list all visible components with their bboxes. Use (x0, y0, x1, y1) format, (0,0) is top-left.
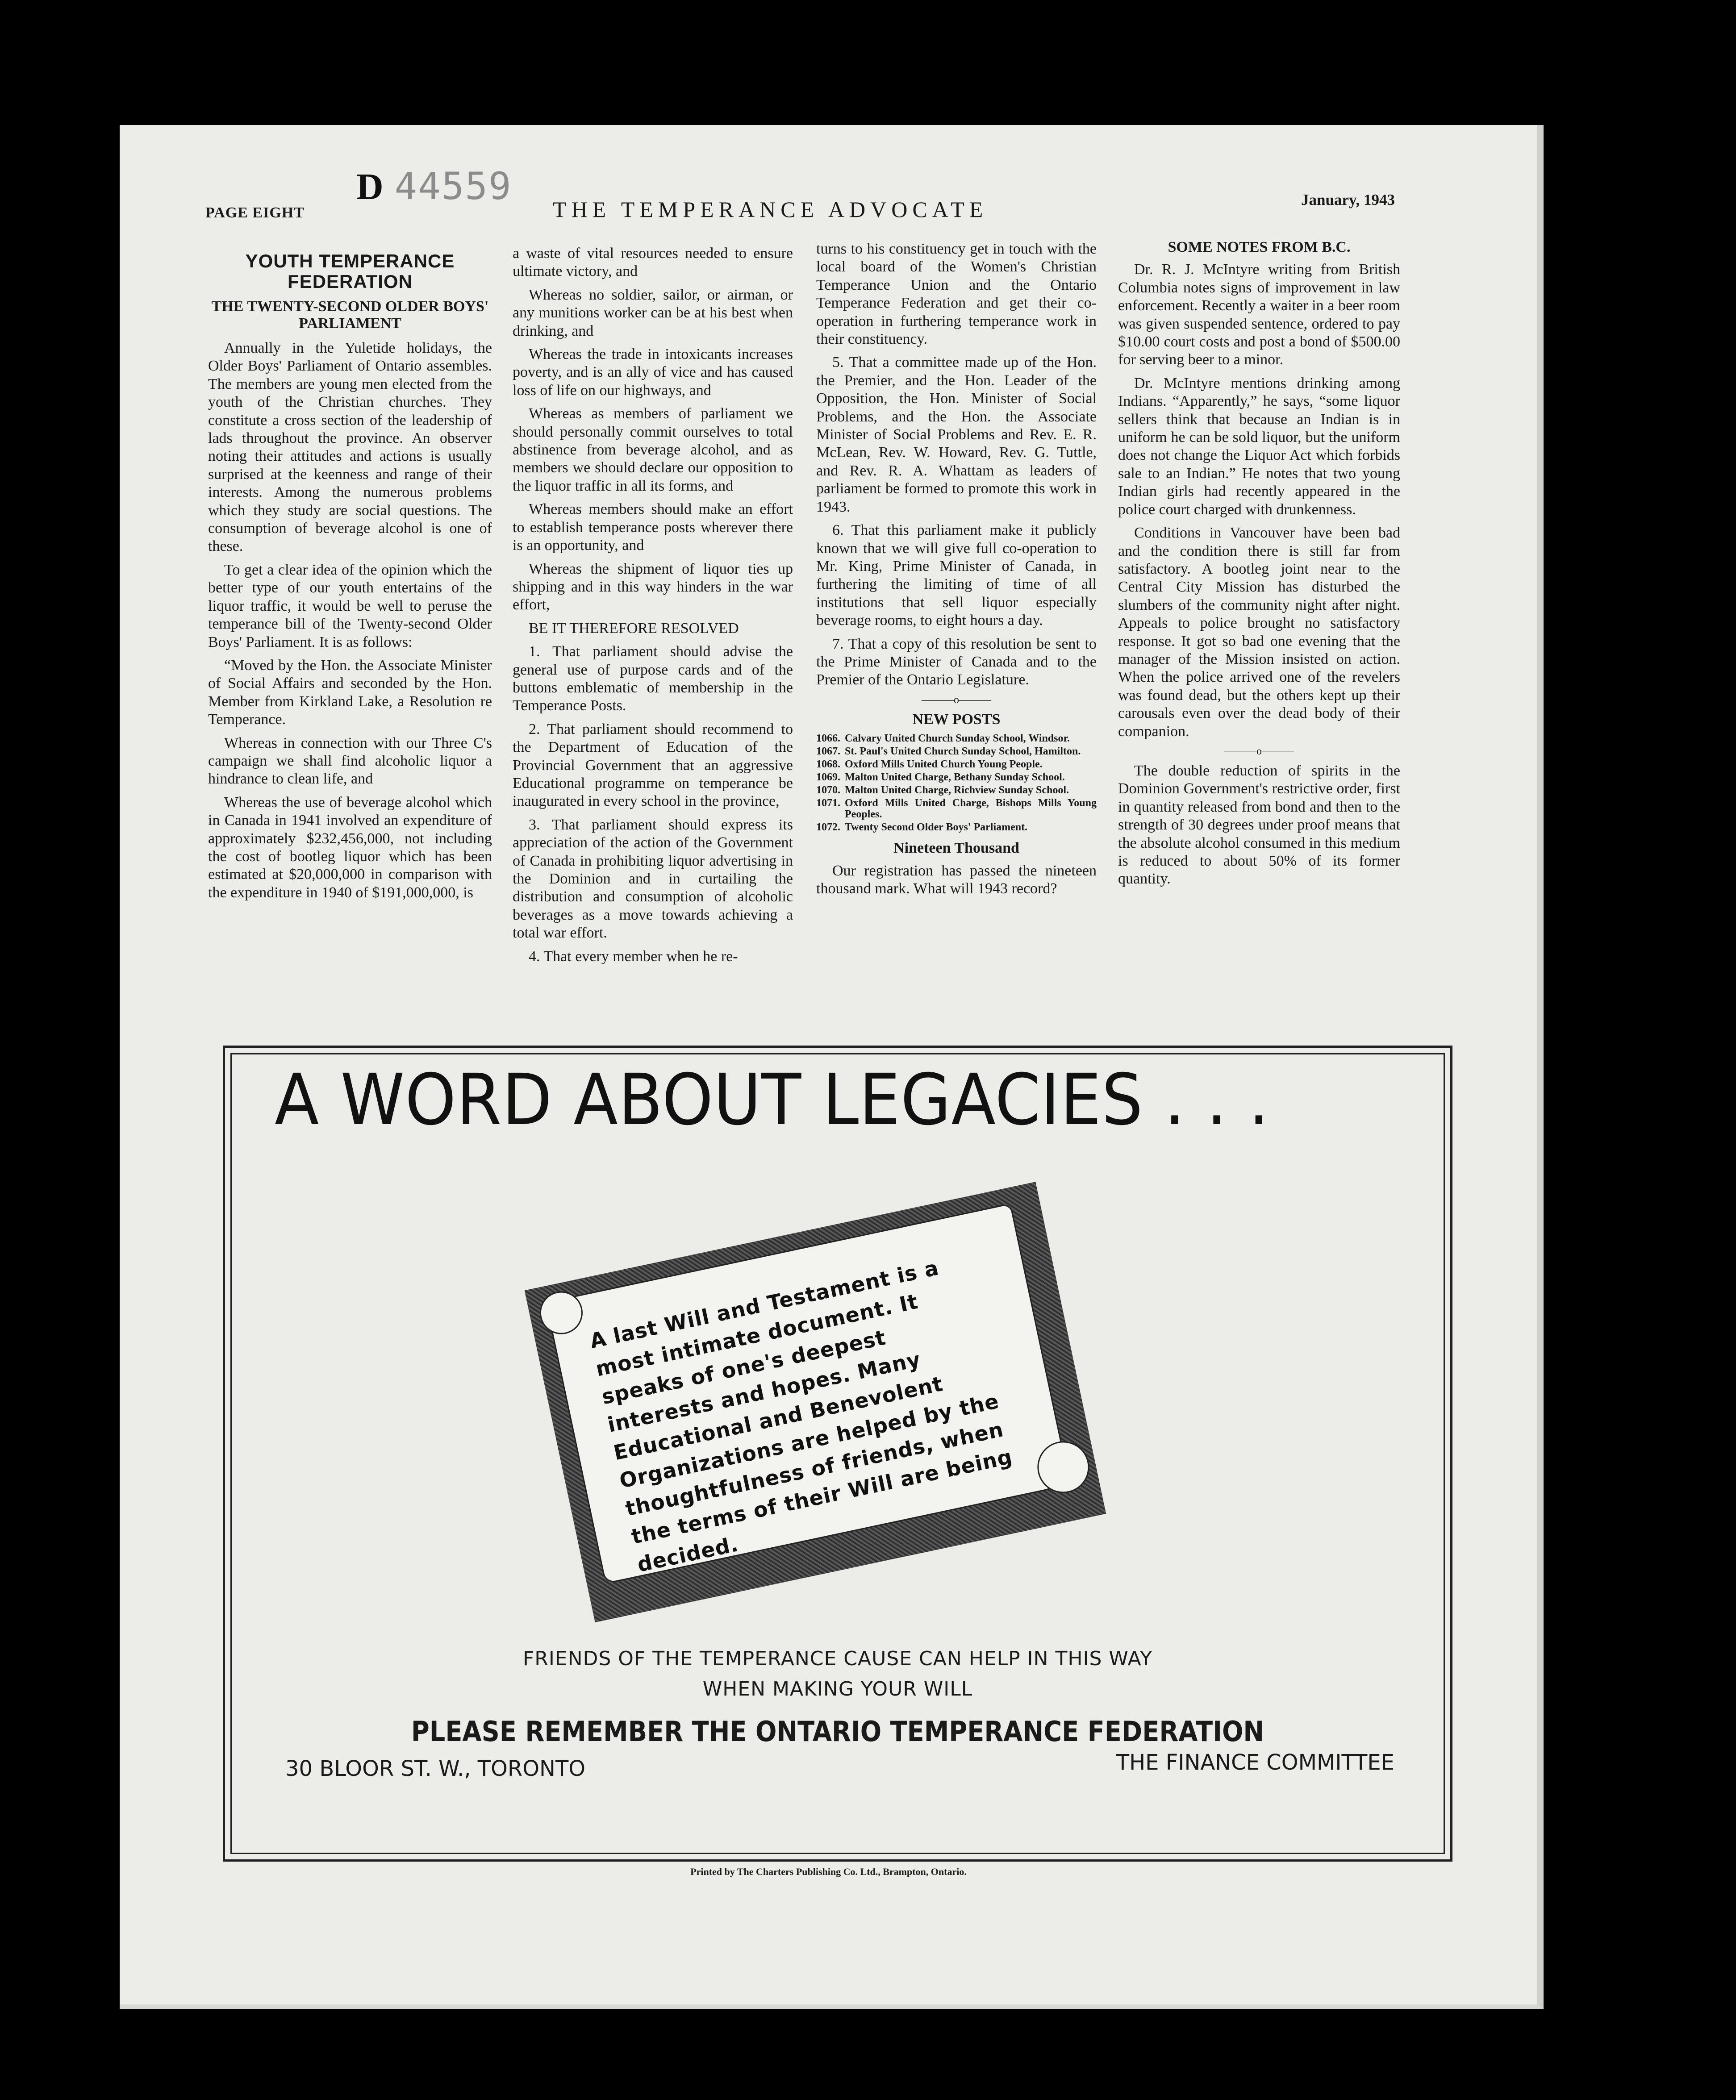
paragraph: Whereas as members of parliament we should personally commit ourselves to total abstinence from beverage alcohol, and as members we should declare our opposition to the liquor traffic in all its forms, and (513, 405, 793, 494)
masthead: THE TEMPERANCE ADVOCATE (553, 197, 988, 222)
scroll-illustration (514, 1172, 1110, 1624)
article-heading: YOUTH TEMPERANCE FEDERATION (245, 250, 455, 292)
ad-line-friends: FRIENDS OF THE TEMPERANCE CAUSE CAN HELP IN THIS WAY (522, 1647, 1153, 1670)
archive-stamp (356, 164, 512, 208)
list-item (816, 785, 1097, 796)
post-name: Malton United Charge, Richview Sunday School. (845, 784, 1069, 796)
paragraph: 6. That this parliament make it publicly known that we will give full co-operation to Mr. King, Prime Minister of Canada, in furthering the limiting of time of all institutions that sell liquor especially beverage rooms, to eight hours a day. (816, 522, 1097, 629)
paragraph: BE IT THEREFORE RESOLVED (529, 620, 739, 637)
paragraph: Whereas the trade in intoxicants increases poverty, and is an ally of vice and has caused loss of life on our highways, and (513, 346, 793, 399)
post-number: 1070. (816, 784, 840, 796)
list-item (816, 759, 1097, 770)
post-number: 1069. (816, 771, 840, 783)
new-posts-list (816, 733, 1097, 833)
legacies-advertisement (223, 1046, 1452, 1862)
paragraph: “Moved by the Hon. the Associate Minister of Social Affairs and seconded by the Hon. Member from Kirkland Lake, a Resolution re Temperance. (208, 657, 492, 728)
post-number: 1071. (816, 797, 840, 809)
nineteen-thousand-heading: Nineteen Thousand (893, 840, 1019, 857)
ad-title: A WORD ABOUT LEGACIES . . . (275, 1059, 1270, 1141)
column-1 (208, 246, 492, 907)
ad-line-remember: PLEASE REMEMBER THE ONTARIO TEMPERANCE FEDERATION (411, 1715, 1264, 1748)
post-name: Twenty Second Older Boys' Parliament. (845, 821, 1028, 833)
separator: ———o——— (1224, 745, 1294, 757)
paragraph: 1. That parliament should advise the general use of purpose cards and of the buttons emblematic of membership in the Temperance Posts. (513, 643, 793, 714)
paragraph: Dr. McIntyre mentions drinking among Indians. “Apparently,” he says, “some liquor sellers think that because an Indian is in uniform he can be sold liquor, but the uniform does not change the Liquor Act which forbids sale to an Indian.” He notes that two young Indian girls had recently appeared in the police court charged with drunkenness. (1118, 375, 1400, 518)
post-number: 1067. (816, 746, 840, 758)
paragraph: To get a clear idea of the opinion which the better type of our youth entertains of the liquor traffic, it would be well to peruse the temperance bill of the Twenty-second Older Boys' Parliament. It is as follows: (208, 561, 492, 650)
paragraph: turns to his constituency get in touch with the local board of the Women's Christian Temperance Union and the Ontario Temperance Federation and get their co-operation in furthering temperance work in their constituency. (816, 241, 1097, 348)
list-item (816, 746, 1097, 757)
paragraph: 2. That parliament should recommend to the Department of Education of the Provincial Government that an aggressive Educational programme on temperance be inaugurated in every school in the province, (513, 721, 793, 810)
stamp-letter: D (356, 166, 384, 208)
post-name: Malton United Charge, Bethany Sunday School. (845, 771, 1065, 783)
separator: ———o——— (922, 694, 991, 706)
list-item (816, 772, 1097, 783)
post-number: 1072. (816, 821, 840, 833)
list-item (816, 733, 1097, 744)
paragraph: 4. That every member when he re- (529, 948, 738, 965)
list-item (816, 798, 1097, 820)
post-name: Calvary United Church Sunday School, Windsor. (845, 733, 1070, 745)
scroll-text: A last Will and Testament is a most intimate document. It speaks of one's deepest interests and hopes. Many Educational and Benevolent Organizations are helped by the thoughtfulness of friends, when the terms of their Will are being decided. (588, 1255, 1015, 1577)
ad-committee: THE FINANCE COMMITTEE (1116, 1750, 1394, 1775)
post-number: 1066. (816, 733, 840, 745)
bc-notes-heading: SOME NOTES FROM B.C. (1168, 239, 1351, 255)
paragraph: Annually in the Yuletide holidays, the Older Boys' Parliament of Ontario assembles. The members are young men elected from the youth of the Christian churches. They constitute a cross section of the leadership of lads throughout the province. An observer noting their attitudes and actions is usually surprised at the keenness and range of their interests. Among the numerous problems which they study are social questions. The consumption of beverage alcohol is one of these. (208, 340, 492, 555)
post-name: Oxford Mills United Charge, Bishops Mills Young Peoples. (845, 797, 1097, 821)
printer-credit: Printed by The Charters Publishing Co. Ltd., Brampton, Ontario. (690, 1866, 967, 1877)
paragraph: Our registration has passed the nineteen thousand mark. What will 1943 record? (816, 862, 1097, 897)
column-2 (513, 245, 793, 971)
issue-date: January, 1943 (1301, 191, 1395, 208)
ad-inner-border (230, 1053, 1445, 1854)
paragraph: Whereas members should make an effort to establish temperance posts wherever there is an opportunity, and (513, 501, 793, 554)
column-4 (1118, 236, 1400, 894)
paragraph: Whereas no soldier, sailor, or airman, or any munitions worker can be at his best when drinking, and (513, 286, 793, 339)
list-item (816, 822, 1097, 833)
paragraph: Conditions in Vancouver have been bad and the condition there is still far from satisfactory. A bootleg joint near to the Central City Mission has disturbed the slumbers of the community night after night. Appeals to police brought no satisfactory response. It got so bad one evening that the manager of the Mission insisted on action. When the police arrived one of the revelers was found dead, but the others kept up their carousals even over the dead body of their companion. (1118, 525, 1400, 740)
article-subheading: THE TWENTY-SECOND OLDER BOYS' PARLIAMENT (211, 298, 489, 332)
paragraph: 3. That parliament should express its appreciation of the action of the Government of Canada in prohibiting liquor advertising in the Dominion and in curtailing the distribution and consumption of alcoholic beverages as a move towards achieving a total war effort. (513, 816, 793, 942)
page-label: PAGE EIGHT (205, 204, 305, 221)
paragraph: Whereas the shipment of liquor ties up shipping and in this way hinders in the war effort, (513, 560, 793, 613)
newspaper-page (120, 125, 1544, 2009)
stamp-number: 44559 (394, 164, 512, 208)
ad-line-will: WHEN MAKING YOUR WILL (702, 1678, 973, 1700)
post-number: 1068. (816, 758, 840, 771)
new-posts-heading: NEW POSTS (912, 711, 1001, 728)
ad-address: 30 BLOOR ST. W., TORONTO (285, 1756, 586, 1781)
paragraph: 7. That a copy of this resolution be sent to the Prime Minister of Canada and to the Premier of the Ontario Legislature. (816, 635, 1097, 688)
paragraph: Whereas the use of beverage alcohol which in Canada in 1941 involved an expenditure of approximately $232,456,000, not including the cost of bootleg liquor which has been estimated at $20,000,000 in comparison with the expenditure in 1940 of $191,000,000, is (208, 794, 492, 901)
paragraph: Dr. R. J. McIntyre writing from British Columbia notes signs of improvement in law enforcement. Recently a waiter in a beer room was given suspended sentence, ordered to pay $10.00 court costs and post a bond of $500.00 for serving beer to a minor. (1118, 261, 1400, 368)
post-name: Oxford Mills United Church Young People. (845, 758, 1043, 771)
paragraph: The double reduction of spirits in the Dominion Government's restrictive order, first in quantity released from bond and then to the strength of 30 degrees under proof means that the absolute alcohol consumed in this medium is reduced to about 50% of its former quantity. (1118, 762, 1400, 888)
paragraph: 5. That a committee made up of the Hon. the Premier, and the Hon. Leader of the Opposition, the Hon. Minister of Social Problems, and the Hon. the Associate Minister of Social Problems and Rev. E. R. McLean, Rev. W. Howard, Rev. G. Tuttle, and Rev. R. A. Whattam as leaders of parliament be formed to promote this work in 1943. (816, 354, 1097, 515)
paragraph: Whereas in connection with our Three C's campaign we shall find alcoholic liquor a hindrance to clean life, and (208, 734, 492, 788)
paragraph: a waste of vital resources needed to ensure ultimate victory, and (513, 245, 793, 280)
post-name: St. Paul's United Church Sunday School, Hamilton. (845, 746, 1081, 758)
column-3 (816, 240, 1097, 903)
